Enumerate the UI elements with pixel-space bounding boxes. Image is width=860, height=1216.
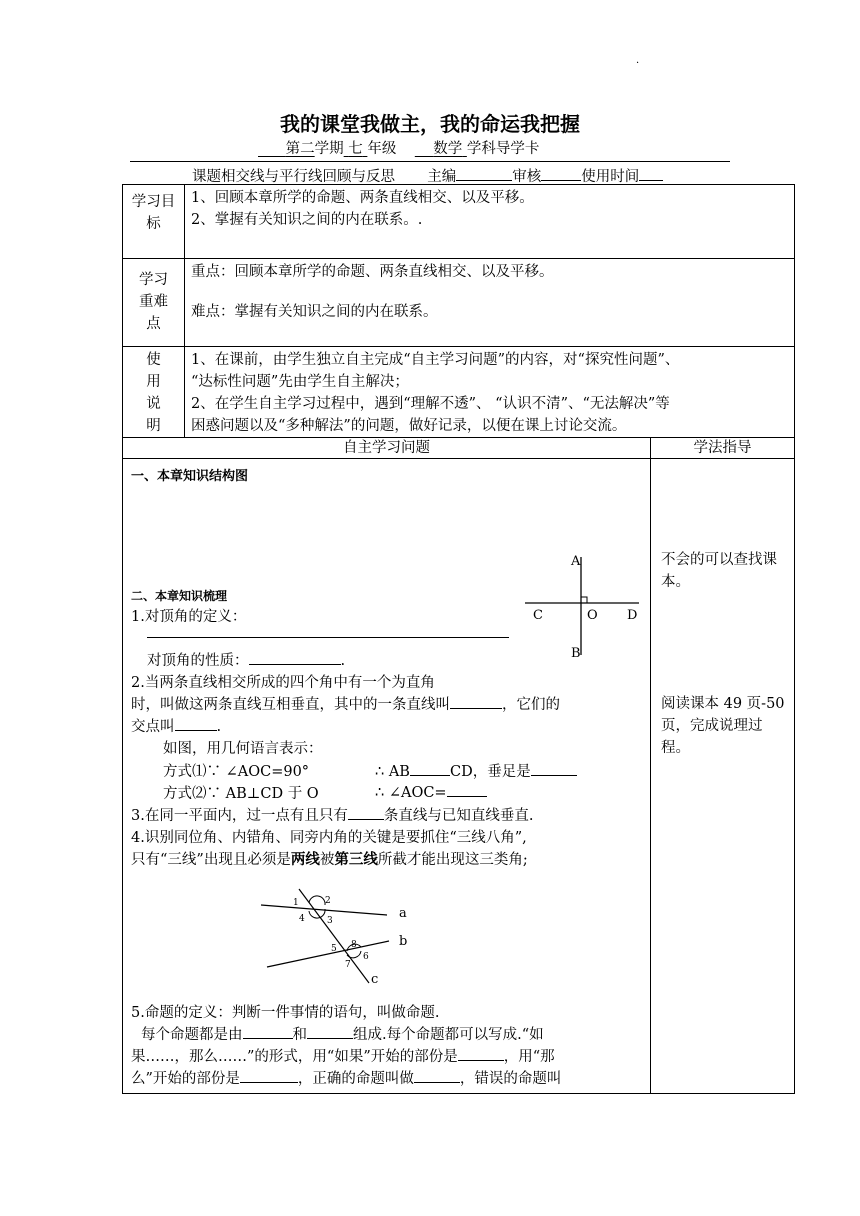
column-header-right: 学法指导 (651, 438, 795, 459)
goals-label: 学习目标 (123, 185, 185, 259)
line-c-label: c (371, 972, 379, 987)
grade-suffix: 年级 (367, 141, 397, 157)
label-D: D (627, 608, 638, 623)
q3-blank[interactable] (348, 805, 384, 820)
usage-line: 困惑问题以及“多种解法”的问题，做好记录，以便在课上讨论交流。 (191, 418, 627, 434)
method2-blank[interactable] (447, 782, 487, 797)
guide-cell (651, 459, 795, 1094)
guide-reading: 阅读课本 49 页-50 页，完成说理过程。 (661, 696, 785, 756)
editor-label: 主编 (427, 169, 457, 185)
column-header-row (123, 438, 795, 459)
term-suffix: 学期 (314, 141, 344, 157)
line-b-label: b (399, 934, 408, 949)
usage-line: “达标性问题”先由学生自主解决； (191, 374, 409, 390)
grade-value: 七 (348, 141, 363, 157)
corner-dot: · (636, 58, 640, 69)
q2-line: 2.当两条直线相交所成的四个角中有一个为直角 (131, 675, 435, 691)
svg-text:3: 3 (327, 916, 333, 926)
header-rule (130, 161, 730, 162)
section-review-heading: 二、本章知识梳理 (131, 589, 228, 603)
method2-given: 方式⑵∵ AB⊥CD 于 O (163, 786, 319, 802)
three-lines-eight-angles-figure (249, 879, 419, 987)
body-row (123, 459, 795, 1094)
q5-blank-true-prop[interactable] (414, 1068, 460, 1083)
q5-line: 5.命题的定义：判断一件事情的语句，叫做命题. (131, 1005, 440, 1021)
review-label: 审核 (512, 169, 542, 185)
keypoints-content (185, 259, 795, 347)
label-C: C (533, 608, 543, 623)
goals-row (123, 185, 795, 259)
keypoints-label: 学习重难点 (123, 259, 185, 347)
q5-blank-if-part[interactable] (458, 1046, 504, 1061)
usage-content (185, 347, 795, 438)
q5-blank-condition[interactable] (243, 1024, 293, 1039)
questions-cell (123, 459, 651, 1094)
subject-suffix: 学科导学卡 (466, 141, 540, 157)
study-card-table (122, 184, 795, 1094)
label-A: A (571, 554, 581, 569)
svg-text:8: 8 (351, 940, 357, 950)
q4-line: 4.识别同位角、内错角、同旁内角的关键是要抓住“三线八角”, (131, 830, 527, 846)
method1-blank-foot[interactable] (531, 761, 577, 776)
guide-textbook: 不会的可以查找课本。 (661, 552, 777, 590)
term-line (258, 137, 539, 158)
goal-item: 2、掌握有关知识之间的内在联系。. (191, 212, 423, 228)
section-structure-heading: 一、本章知识结构图 (131, 469, 249, 484)
topic-label: 课题 (192, 169, 221, 185)
goal-item: 1、回顾本章所学的命题、两条直线相交、以及平移。 (191, 190, 534, 206)
usage-line: 1、在课前，由学生独立自主完成“自主学习问题”的内容，对“探究性问题”、 (191, 352, 680, 368)
svg-text:1: 1 (293, 898, 299, 908)
q5-line: 么”开始的部份是 ，正确的命题叫做 ，错误的命题叫 (131, 1067, 561, 1088)
line-a-label: a (399, 906, 407, 921)
topic-value: 相交线与平行线回顾与反思 (221, 169, 395, 185)
usage-row (123, 347, 795, 438)
svg-text:2: 2 (325, 896, 331, 906)
page-title: 我的课堂我做主，我的命运我把握 (280, 112, 580, 136)
q4-line: 只有“三线”出现且必须是两线被第三线所截才能出现这三类角; (131, 851, 528, 868)
perpendicular-figure (519, 551, 649, 661)
method1-conclusion: ∴ AB CD，垂足是 (375, 760, 577, 781)
svg-text:7: 7 (345, 960, 351, 970)
usage-line: 2、在学生自主学习过程中，遇到“理解不透”、 “认识不清”、“无法解决”等 (191, 396, 670, 412)
q5-blank-conclusion[interactable] (307, 1024, 353, 1039)
keypoints-row (123, 259, 795, 347)
time-blank[interactable] (639, 166, 663, 181)
column-header-left: 自主学习问题 (123, 438, 651, 459)
time-label: 使用时间 (581, 169, 640, 185)
method1-blank-relation[interactable] (410, 761, 450, 776)
info-line (192, 165, 663, 186)
editor-blank[interactable] (456, 166, 512, 181)
q1-property: 对顶角的性质： . (147, 649, 345, 670)
label-B: B (571, 646, 581, 661)
goals-content (185, 185, 795, 259)
q1-property-blank[interactable] (249, 650, 341, 665)
q2-line: 如图，用几何语言表示： (163, 741, 323, 757)
svg-text:6: 6 (363, 952, 369, 962)
review-blank[interactable] (541, 166, 581, 181)
term-value: 第二 (285, 141, 315, 157)
q2-blank-foot[interactable] (175, 716, 217, 731)
q3-line: 3.在同一平面内，过一点有且只有 条直线与已知直线垂直. (131, 804, 533, 825)
key-point: 重点：回顾本章所学的命题、两条直线相交、以及平移。 (191, 264, 554, 280)
q2-line: 时，叫做这两条直线互相垂直，其中的一条直线叫 ，它们的 (131, 693, 560, 714)
hard-point: 难点：掌握有关知识之间的内在联系。 (191, 304, 438, 320)
method2-conclusion: ∴ ∠AOC= (375, 782, 487, 801)
q1-definition: 1.对顶角的定义： (131, 609, 247, 625)
q1-definition-blank[interactable] (147, 637, 509, 638)
q5-blank-then-part[interactable] (240, 1068, 298, 1083)
q5-line: 每个命题都是由 和 组成.每个命题都可以写成.“如 (141, 1023, 544, 1044)
label-O: O (587, 608, 598, 623)
svg-text:4: 4 (299, 914, 305, 924)
q5-line: 果……，那么……”的形式，用“如果”开始的部份是 ，用“那 (131, 1045, 555, 1066)
q2-line: 交点叫 . (131, 715, 221, 736)
usage-label: 使用说明 (123, 347, 185, 438)
method1-given: 方式⑴∵ ∠AOC=90° (163, 764, 310, 780)
q2-blank-line-name[interactable] (450, 694, 502, 709)
subject-value: 数学 (433, 141, 463, 157)
svg-text:5: 5 (331, 944, 337, 954)
